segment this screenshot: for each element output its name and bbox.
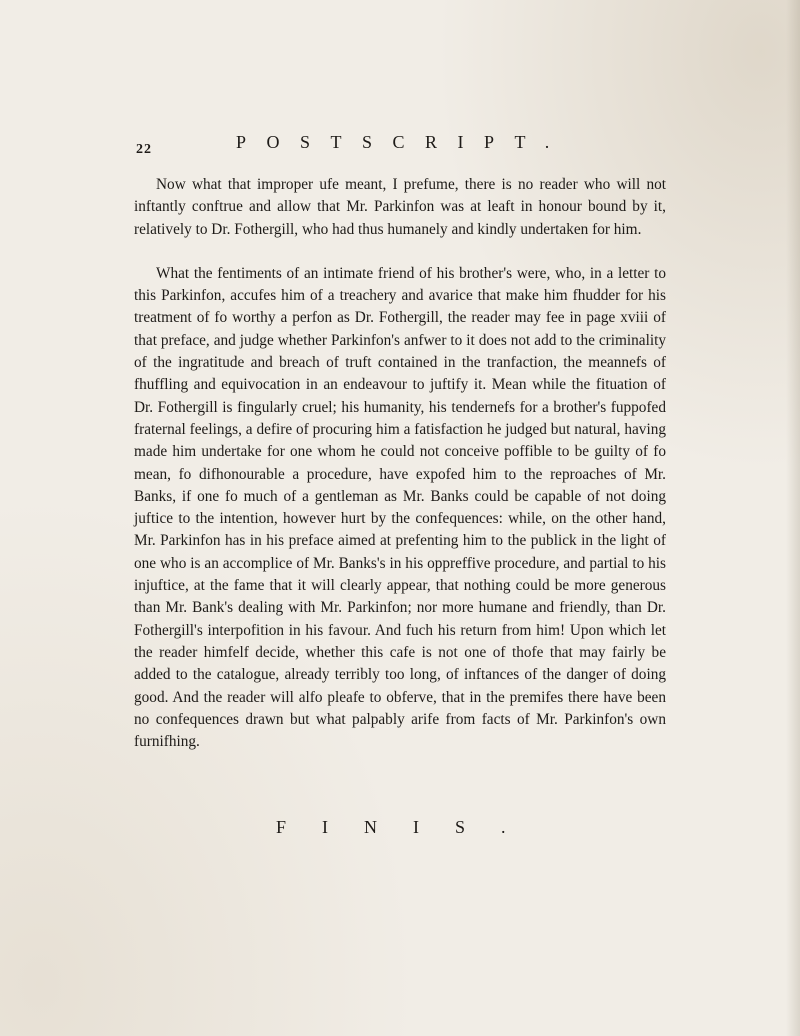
body-text	[134, 174, 666, 753]
paragraph: What the fentiments of an intimate friend of his brother's were, who, in a letter to this Parkinfon, accufes him of a treachery and avarice that make him fhudder for his treatment of fo worthy a perfon as Dr. Fothergill, the reader may fee in page xviii of that preface, and judge whether Parkinfon's anfwer to it does not add to the criminality of the ingratitude and breach of truft contained in the tranfaction, the meannefs of fhuffling and equivocation in an endeavour to juftify it. Mean while the fituation of Dr. Fothergill is fingularly cruel; his humanity, his tendernefs for a brother's fuppofed fraternal feelings, a defire of procuring him a fatisfaction he judged but natural, having made him undertake for one whom he could not conceive poffible to be guilty of fo mean, fo difhonourable a procedure, have expofed him to the reproaches of Mr. Banks, if one fo much of a gentleman as Mr. Banks could be capable of not doing juftice to the intention, however hurt by the confequences: while, on the other hand, Mr. Parkinfon has in his preface aimed at prefenting him to the publick in the light of one who is an accomplice of Mr. Banks's in his oppreffive procedure, and partial to his injuftice, at the fame that it will clearly appear, that nothing could be more generous than Mr. Bank's dealing with Mr. Parkinfon; nor more humane and friendly, than Dr. Fothergill's interpofition in his favour. And fuch his return from him! Upon which let the reader himfelf decide, whether this cafe is not one of thofe that may fairly be added to the catalogue, already terribly too long, of inftances of the danger of doing good. And the reader will alfo pleafe to obferve, that in the premifes there have been no confequences drawn but what palpably arife from facts of Mr. Parkinfon's own furnifhing.	[134, 264, 666, 751]
running-head: POSTSCRIPT.	[236, 132, 570, 152]
paragraph: Now what that improper ufe meant, I prefume, there is no reader who will not inftantly conftrue and allow that Mr. Parkinfon was at leaft in honour bound by it, relatively to Dr. Fothergill, who had thus humanely and kindly undertaken for him.	[134, 176, 666, 238]
page-number: 22	[136, 142, 152, 157]
page-edge-shadow	[786, 0, 800, 1036]
finis-heading: FINIS.	[276, 817, 542, 837]
